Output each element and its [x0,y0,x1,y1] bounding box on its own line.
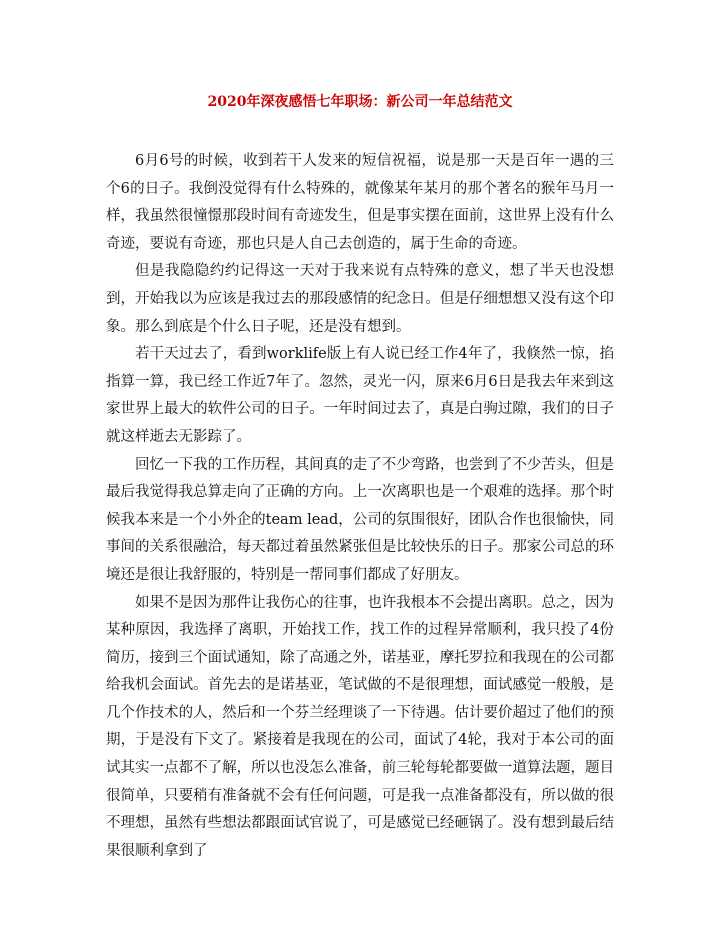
paragraph: 如果不是因为那件让我伤心的往事，也许我根本不会提出离职。总之，因为某种原因，我选择了离职，开始找工作，找工作的过程异常顺利，我只投了4份简历，接到三个面试通知，除了高通之外，诺基亚，摩托罗拉和我现在的公司都给我机会面试。首先去的是诺基亚，笔试做的不是很理想，面试感觉一般般，是几个作技术的人，然后和一个芬兰经理谈了一下待遇。估计要价超过了他们的预期，于是没有下文了。紧接着是我现在的公司，面试了4轮，我对于本公司的面试其实一点都不了解，所以也没怎么准备，前三轮每轮都要做一道算法题，题目很简单，只要稍有准备就不会有任何问题，可是我一点准备都没有，所以做的很不理想，虽然有些想法都跟面试官说了，可是感觉已经砸锅了。没有想到最后结果很顺利拿到了 [106,594,614,859]
document-body [106,148,614,865]
paragraph: 若干天过去了，看到worklife版上有人说已经工作4年了，我倏然一惊，掐指算一算，我已经工作近7年了。忽然，灵光一闪，原来6月6日是我去年来到这家世界上最大的软件公司的日子。一年时间过去了，真是白驹过隙，我们的日子就这样逝去无影踪了。 [106,346,614,445]
paragraph: 回忆一下我的工作历程，其间真的走了不少弯路，也尝到了不少苦头，但是最后我觉得我总算走向了正确的方向。上一次离职也是一个艰难的选择。那个时候我本来是一个小外企的team lead，公司的氛围很好，团队合作也很愉快，同事间的关系很融洽，每天都过着虽然紧张但是比较快乐的日子。那家公司总的环境还是很让我舒服的，特别是一帮同事们都成了好朋友。 [106,456,614,583]
paragraph: 但是我隐隐约约记得这一天对于我来说有点特殊的意义，想了半天也没想到，开始我以为应该是我过去的那段感情的纪念日。但是仔细想想又没有这个印象。那么到底是个什么日子呢，还是没有想到。 [106,263,614,335]
document-title: 2020年深夜感悟七年职场：新公司一年总结范文 [207,94,513,110]
paragraph: 6月6号的时候，收到若干人发来的短信祝福，说是那一天是百年一遇的三个6的日子。我倒没觉得有什么特殊的，就像某年某月的那个著名的猴年马月一样，我虽然很憧憬那段时间有奇迹发生，但是事实摆在面前，这世界上没有什么奇迹，要说有奇迹，那也只是人自己去创造的，属于生命的奇迹。 [106,153,614,252]
